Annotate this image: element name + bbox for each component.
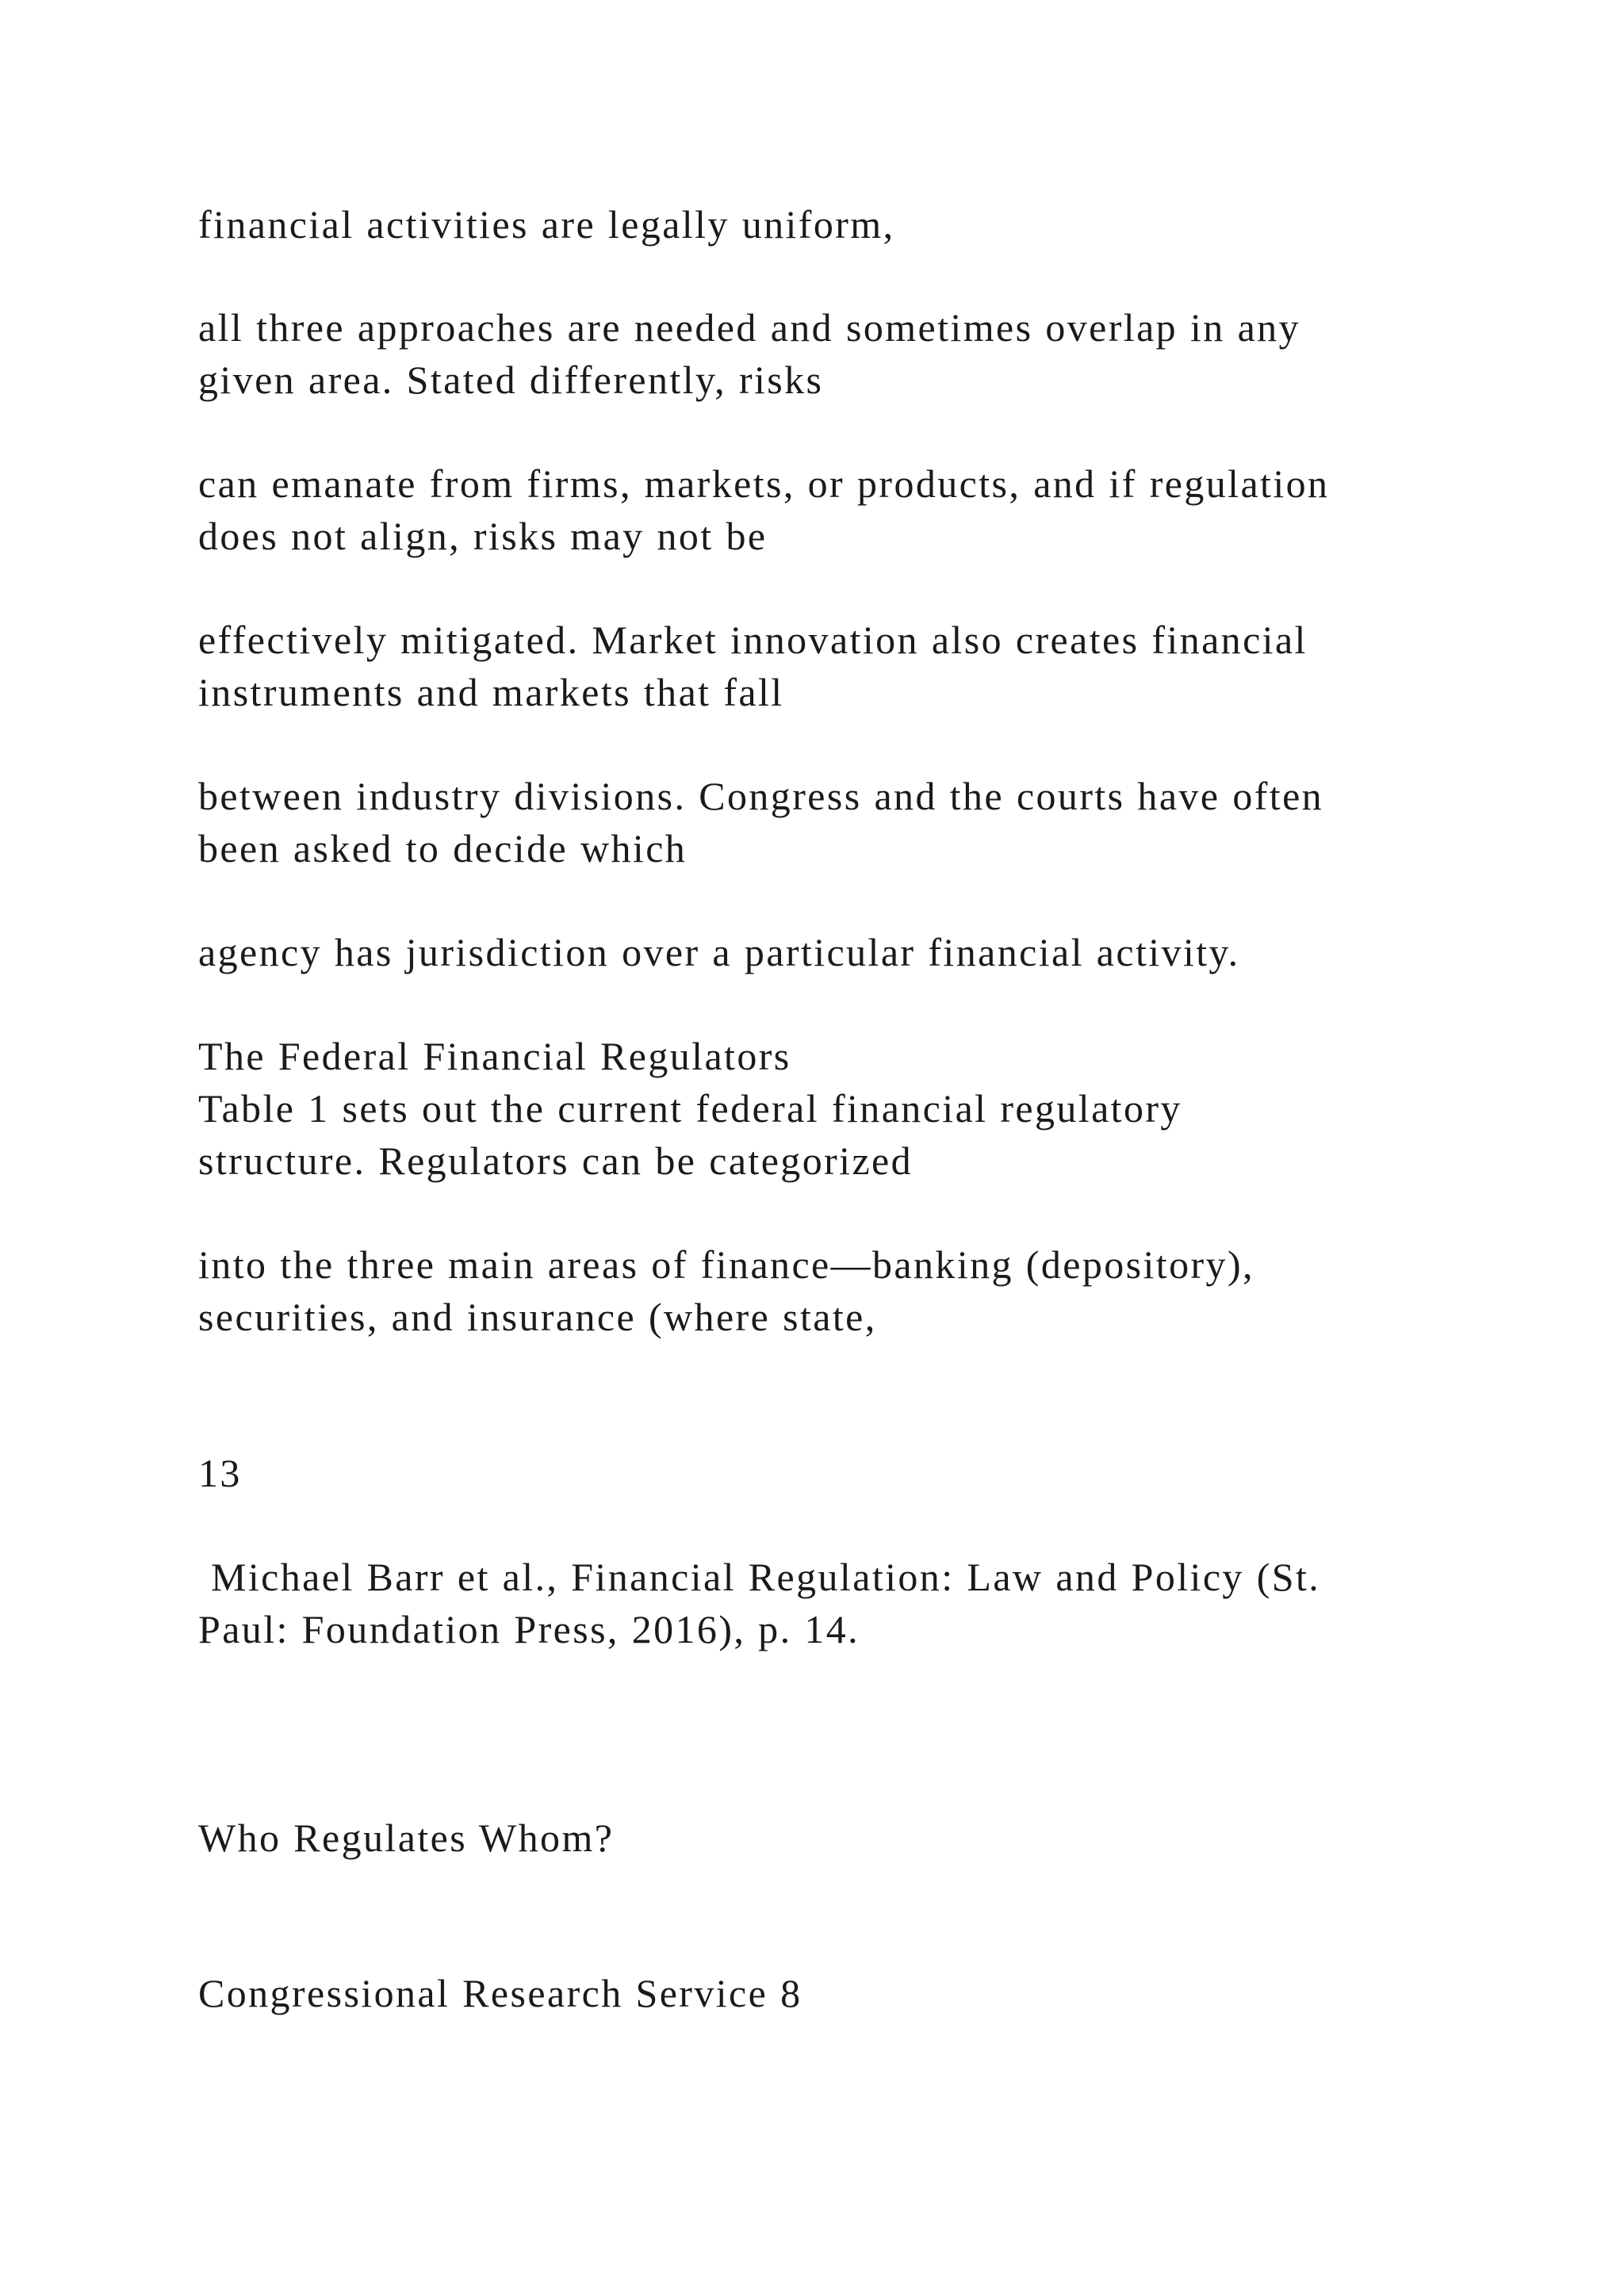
footnote-text: Paul: Foundation Press, 2016), p. 14. [198,1607,860,1651]
text-line: into the three main areas of finance—banking (depository), [198,1242,1254,1287]
text-line: securities, and insurance (where state, [198,1295,877,1339]
running-title: Who Regulates Whom? [198,1816,615,1860]
text-line: effectively mitigated. Market innovation also creates financial [198,618,1308,662]
footnote-number: 13 [198,1451,242,1495]
text-line: been asked to decide which [198,826,688,871]
section-heading: The Federal Financial Regulators [198,1034,791,1078]
text-line: given area. Stated differently, risks [198,358,824,402]
page-footer: Congressional Research Service 8 [198,1971,802,2015]
text-line: all three approaches are needed and sometimes overlap in any [198,305,1300,350]
text-line: Table 1 sets out the current federal financial regulatory [198,1086,1182,1131]
text-line: agency has jurisdiction over a particular financial activity. [198,930,1240,974]
footnote-text: Michael Barr et al., Financial Regulation: Law and Policy (St. [211,1555,1321,1599]
text-line: financial activities are legally uniform, [198,202,895,247]
text-line: between industry divisions. Congress and the courts have often [198,774,1324,818]
text-line: does not align, risks may not be [198,514,768,558]
text-line: can emanate from firms, markets, or products, and if regulation [198,461,1330,506]
text-line: instruments and markets that fall [198,670,784,714]
text-line: structure. Regulators can be categorized [198,1138,914,1183]
